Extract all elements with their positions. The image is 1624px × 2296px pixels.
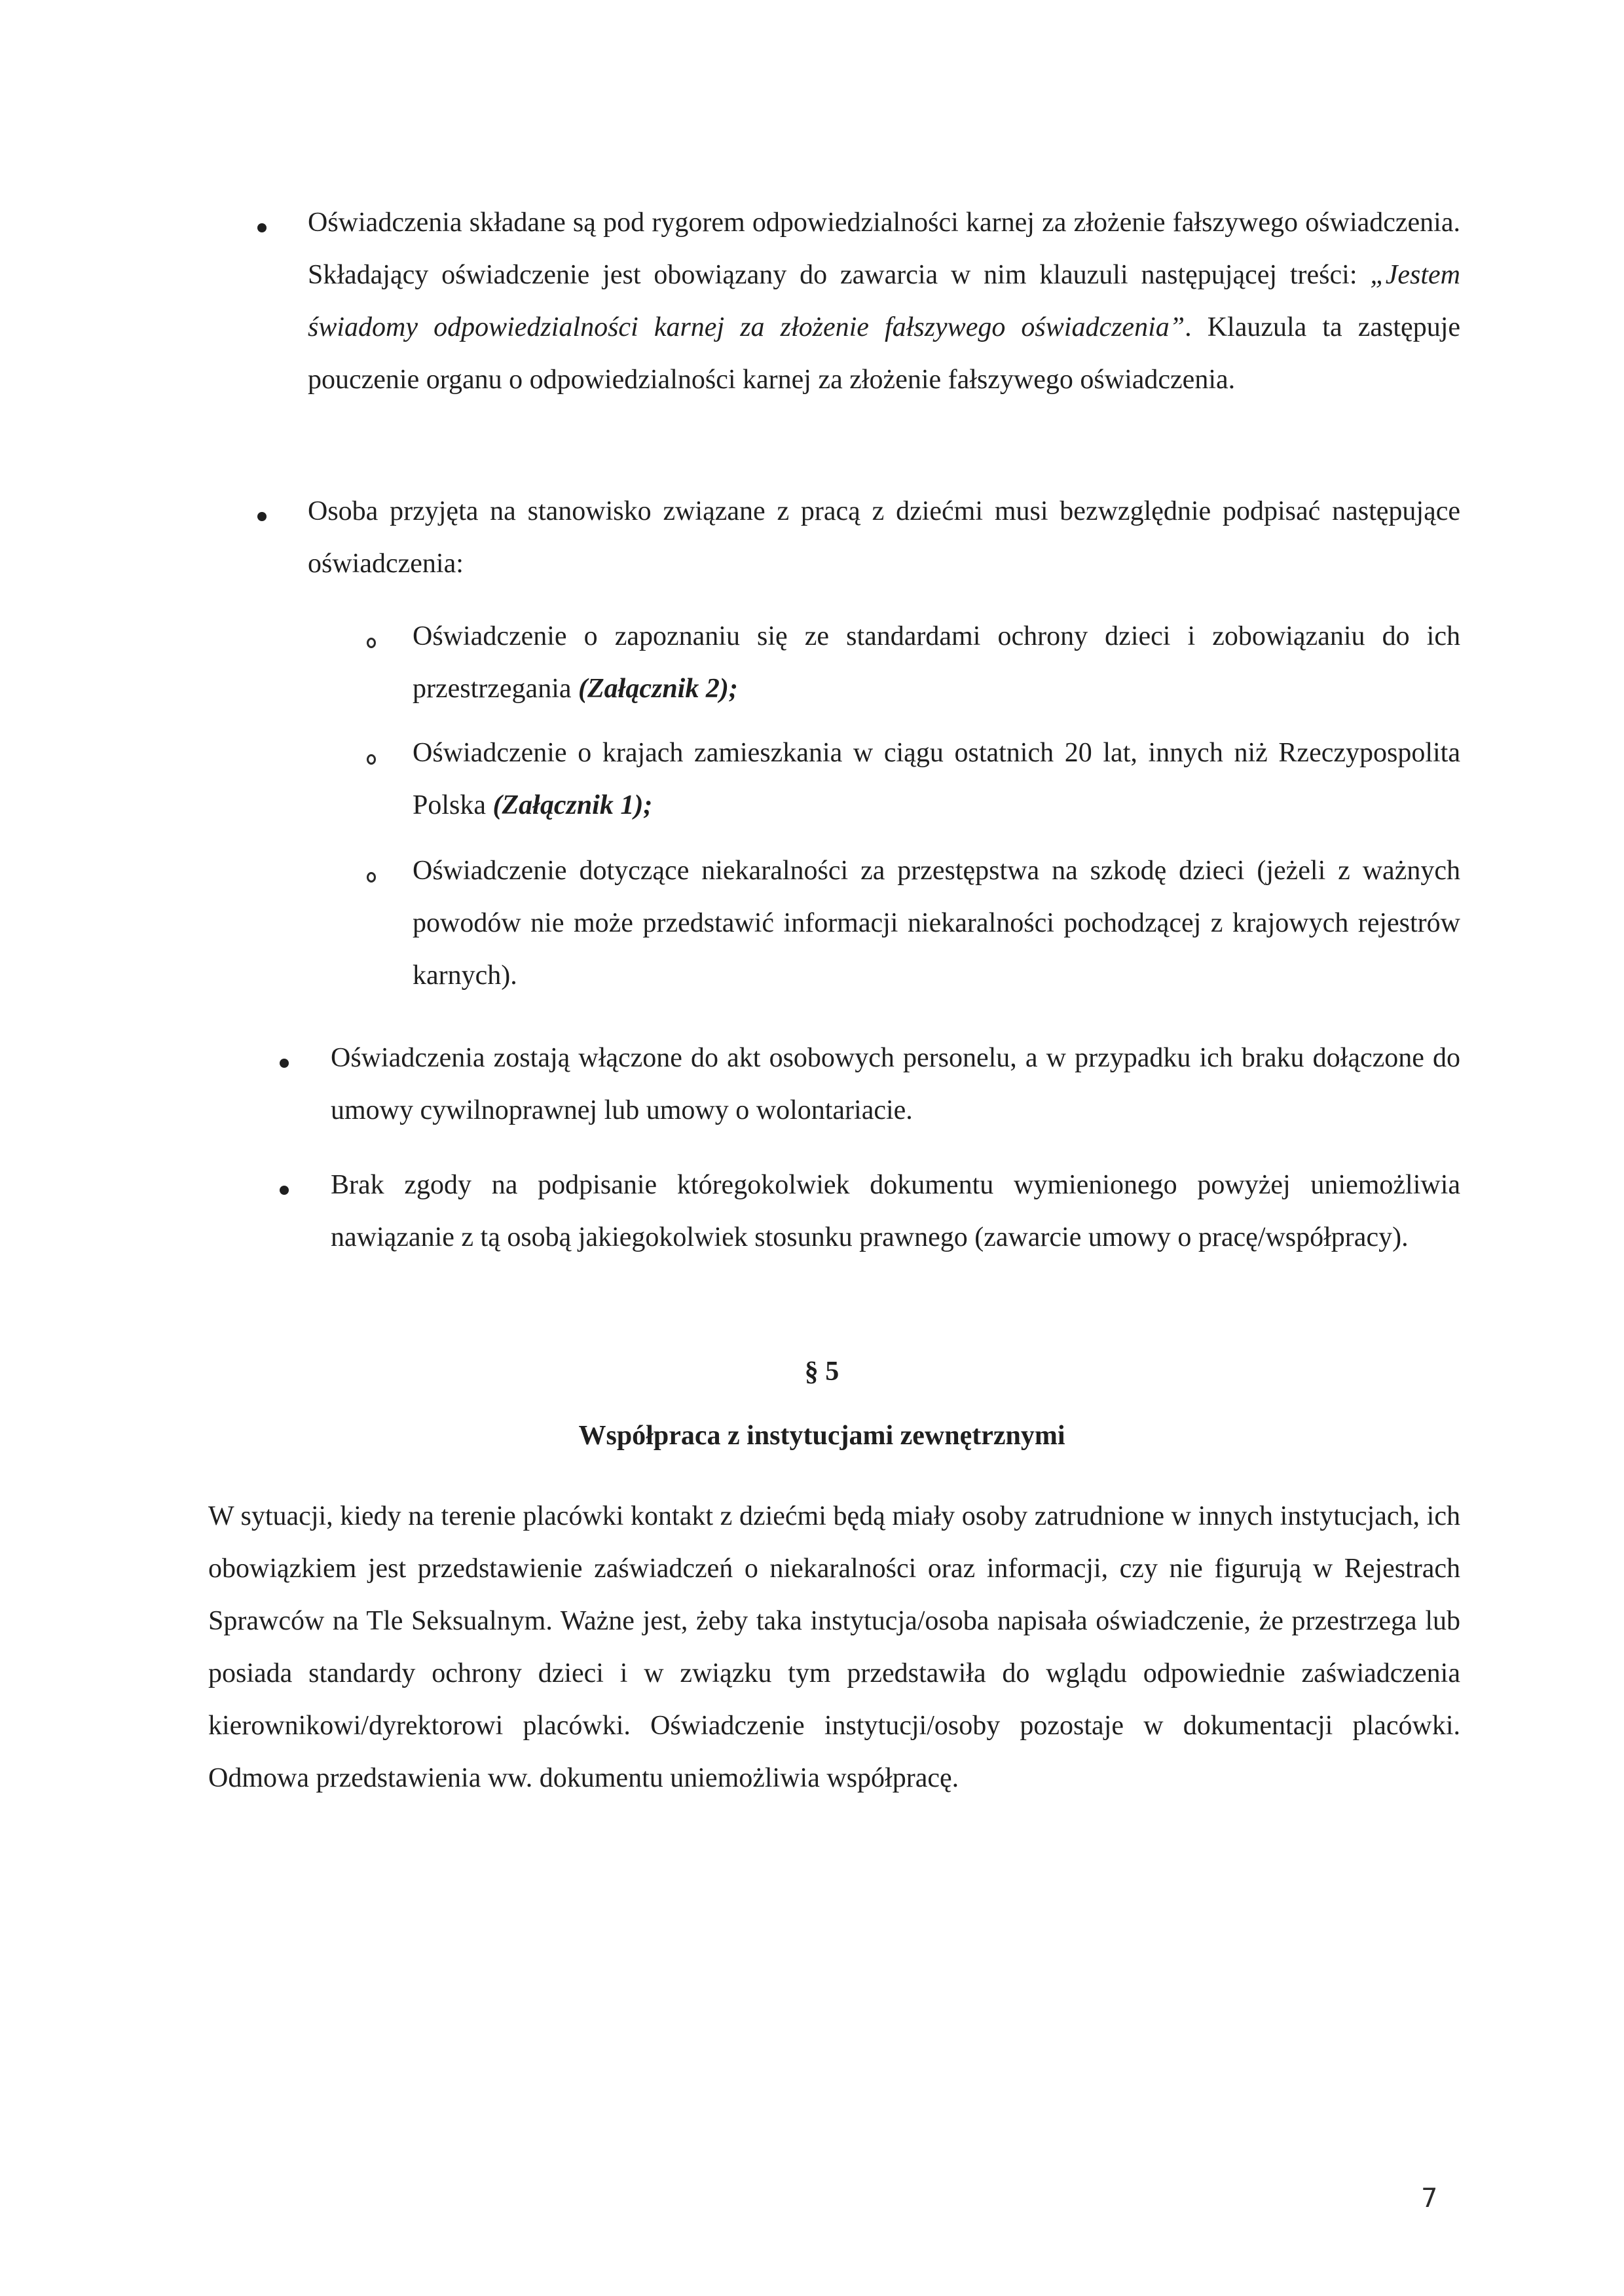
bullet-1-clause-quote: „Jestem świadomy odpowiedzialności karnej za złożenie fałszywego oświadczenia” <box>308 260 1460 342</box>
sub-bullet-3-text: Oświadczenie dotyczące niekaralności za przestępstwa na szkodę dzieci (jeżeli z ważnych powodów nie może przedstawić informacji niekaralności pochodzącej z krajowych rejestrów karnych). <box>413 856 1460 991</box>
section-body-text: W sytuacji, kiedy na terenie placówki kontakt z dziećmi będą miały osoby zatrudnione w innych instytucjach, ich obowiązkiem jest przedstawienie zaświadczeń o niekaralności oraz informacji, czy nie figurują w Rejestrach Sprawców na Tle Seksualnym. Ważne jest, żeby taka instytucja/osoba napisała oświadczenie, że przestrzega lub posiada standardy ochrony dzieci i w związku tym przedstawiła do wglądu odpowiednie zaświadczenia kierownikowi/dyrektorowi placówki. Oświadczenie instytucji/osoby pozostaje w dokumentacji placówki. Odmowa przedstawienia ww. dokumentu uniemożliwia współpracę. <box>208 1501 1460 1793</box>
bullet-icon <box>280 1186 289 1195</box>
bullet-icon <box>257 223 267 232</box>
bullet-3-text: Oświadczenia zostają włączone do akt osobowych personelu, a w przypadku ich braku dołączone do umowy cywilnoprawnej lub umowy o wolontariacie. <box>331 1043 1460 1125</box>
bullet-icon <box>257 512 267 521</box>
sub-bullet-residence-statement <box>413 727 1460 831</box>
bullet-paragraph-statements-penalty <box>308 196 1460 406</box>
sub-bullet-2-text: Oświadczenie o krajach zamieszkania w ciągu ostatnich 20 lat, innych niż Rzeczypospolita Polska <box>413 738 1460 820</box>
sub-bullet-icon <box>367 638 376 648</box>
sub-bullet-2-attachment-ref: (Załącznik 1); <box>492 790 653 820</box>
section-body-paragraph <box>208 1490 1460 1804</box>
bullet-2-text: Osoba przyjęta na stanowisko związane z pracą z dziećmi musi bezwzględnie podpisać następujące oświadczenia: <box>308 496 1460 579</box>
bullet-1-text-a: Oświadczenia składane są pod rygorem odpowiedzialności karnej za złożenie fałszywego oświadczenia. Składający oświadczenie jest obowiązany do zawarcia w nim klauzuli następującej treści: <box>308 208 1460 290</box>
bullet-paragraph-required-statements <box>308 485 1460 590</box>
section-title: Współpraca z instytucjami zewnętrznymi <box>578 1421 1065 1451</box>
sub-bullet-standards-statement <box>413 610 1460 715</box>
sub-bullet-1-text: Oświadczenie o zapoznaniu się ze standardami ochrony dzieci i zobowiązaniu do ich przestrzegania <box>413 621 1460 704</box>
section-number: § 5 <box>804 1357 840 1387</box>
sub-bullet-1-attachment-ref: (Załącznik 2); <box>578 674 738 704</box>
bullet-paragraph-personnel-files <box>331 1032 1460 1137</box>
page-number: 7 <box>1421 2183 1438 2214</box>
sub-bullet-icon <box>367 872 376 883</box>
sub-bullet-icon <box>367 754 376 765</box>
bullet-icon <box>280 1059 289 1068</box>
bullet-1-text-b: . Klauzula ta zastępuje pouczenie organu o odpowiedzialności karnej za złożenie fałszywego oświadczenia. <box>308 312 1461 395</box>
sub-bullet-no-criminal-record-statement <box>413 845 1460 1002</box>
bullet-paragraph-refusal-consequence <box>331 1159 1460 1264</box>
bullet-4-text: Brak zgody na podpisanie któregokolwiek dokumentu wymienionego powyżej uniemożliwia nawiązanie z tą osobą jakiegokolwiek stosunku prawnego (zawarcie umowy o pracę/współpracy). <box>331 1170 1460 1252</box>
